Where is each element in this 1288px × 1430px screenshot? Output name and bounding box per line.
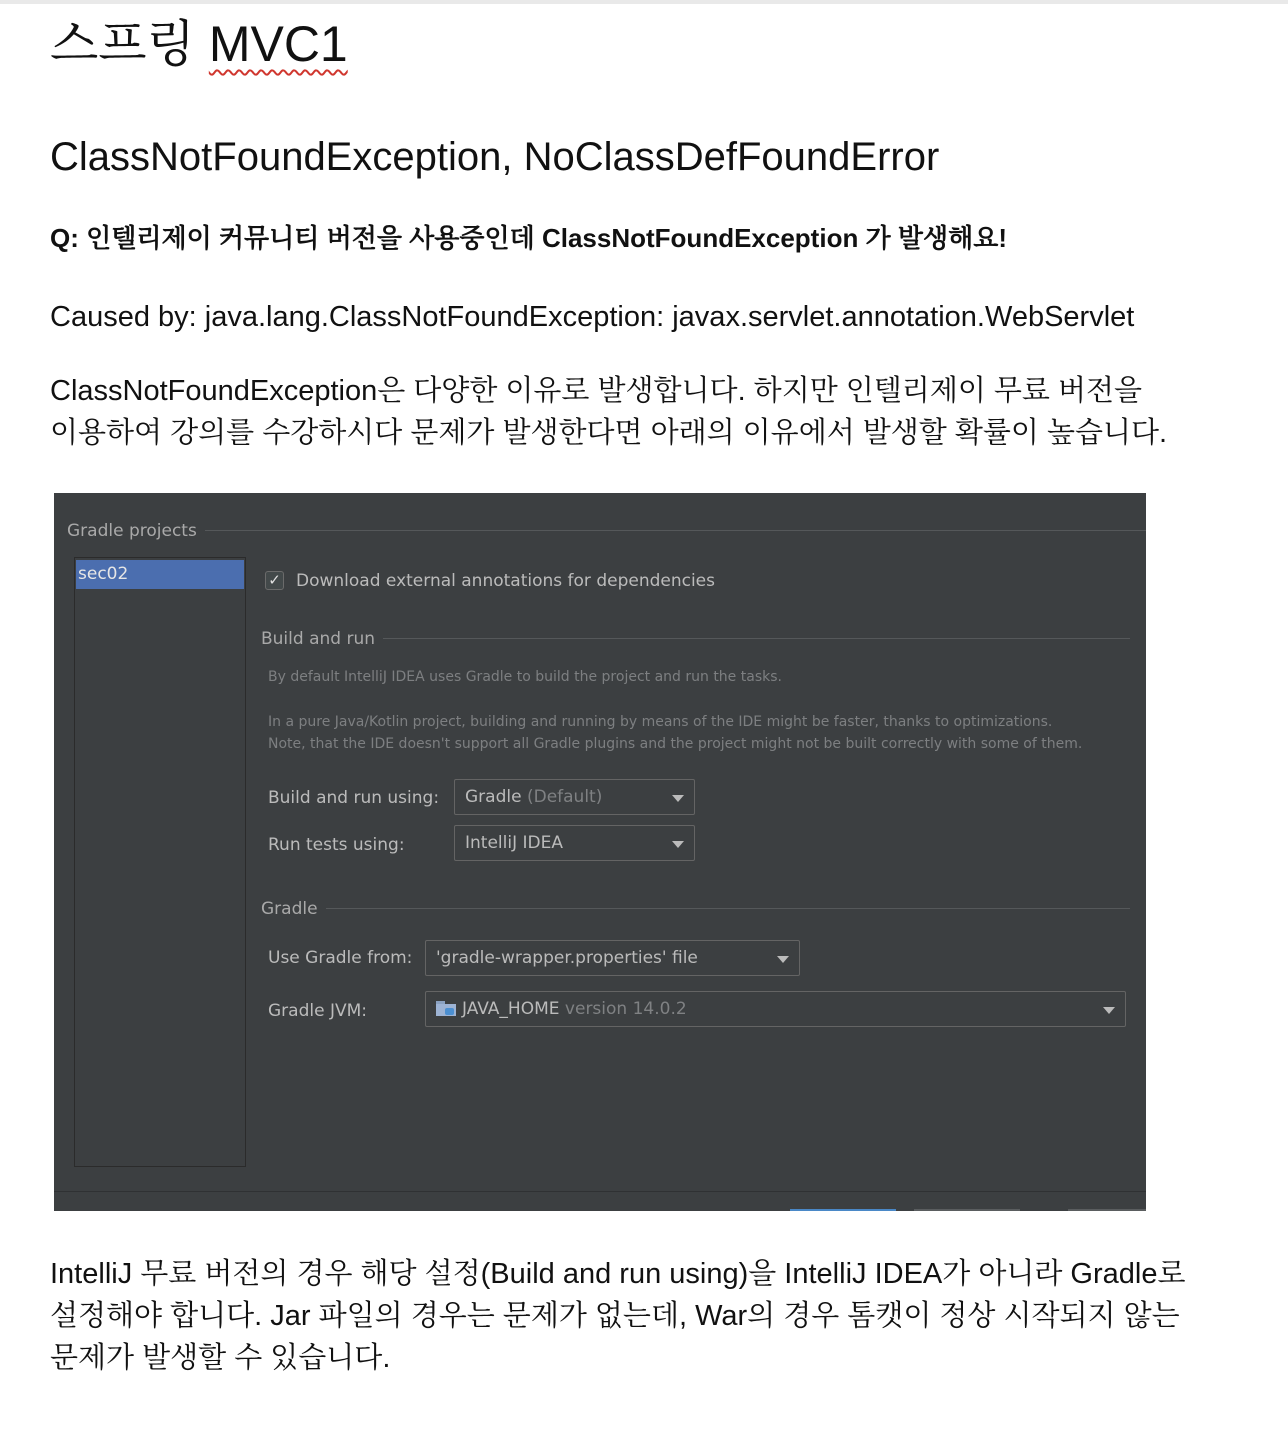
gradle-project-list[interactable] xyxy=(74,557,246,1167)
explanation-paragraph xyxy=(50,370,1250,454)
paragraph-line: ClassNotFoundException은 다양한 이유로 발생합니다. 하지만 인텔리제이 무료 버전을 xyxy=(50,375,1143,407)
apply-button-edge[interactable] xyxy=(1068,1209,1146,1211)
document-title xyxy=(50,14,348,74)
title-prefix: 스프링 xyxy=(50,16,195,72)
divider xyxy=(190,530,1146,531)
select-value: Gradle xyxy=(465,787,522,807)
gradle-section-label: Gradle xyxy=(261,899,326,919)
chevron-down-icon xyxy=(777,956,789,963)
run-tests-using-select[interactable] xyxy=(454,825,695,861)
download-annotations-label[interactable]: Download external annotations for dependencies xyxy=(296,571,715,591)
use-gradle-from-select[interactable] xyxy=(425,940,800,976)
solution-paragraph xyxy=(50,1253,1260,1379)
cancel-button-edge[interactable] xyxy=(914,1209,1020,1211)
select-value-version: version 14.0.2 xyxy=(564,999,687,1019)
ok-button-edge[interactable] xyxy=(790,1209,896,1211)
gradle-projects-label: Gradle projects xyxy=(67,521,205,541)
chevron-down-icon xyxy=(672,841,684,848)
caused-by-text: Caused by: java.lang.ClassNotFoundException: javax.servlet.annotation.WebServlet xyxy=(50,301,1135,333)
chevron-down-icon xyxy=(1103,1007,1115,1014)
build-and-run-section-label: Build and run xyxy=(261,629,383,649)
dialog-footer-divider xyxy=(54,1191,1146,1192)
paragraph-line: 문제가 발생할 수 있습니다. xyxy=(50,1342,391,1374)
select-value: IntelliJ IDEA xyxy=(465,833,563,853)
select-value: JAVA_HOME xyxy=(462,999,560,1019)
build-run-using-label: Build and run using: xyxy=(268,788,440,808)
build-run-description: Note, that the IDE doesn't support all Gradle plugins and the project might not be built correctly with some of them. xyxy=(268,736,1083,752)
paragraph-line: 이용하여 강의를 수강하시다 문제가 발생한다면 아래의 이유에서 발생할 확률이 높습니다. xyxy=(50,417,1168,449)
run-tests-using-label: Run tests using: xyxy=(268,835,405,855)
build-run-description: In a pure Java/Kotlin project, building and running by means of the IDE might be faster, thanks to optimizations. xyxy=(268,714,1053,730)
title-misspelled-word: MVC1 xyxy=(208,16,348,72)
build-run-using-select[interactable] xyxy=(454,779,695,815)
paragraph-line: IntelliJ 무료 버전의 경우 해당 설정(Build and run using)을 IntelliJ IDEA가 아니라 Gradle로 xyxy=(50,1258,1186,1290)
download-annotations-checkbox[interactable]: ✓ xyxy=(265,571,284,590)
use-gradle-from-label: Use Gradle from: xyxy=(268,948,413,968)
question-text: Q: 인텔리제이 커뮤니티 버전을 사용중인데 ClassNotFoundException 가 발생해요! xyxy=(50,223,1008,253)
top-divider xyxy=(0,0,1288,4)
divider xyxy=(322,908,1130,909)
paragraph-line: 설정해야 합니다. Jar 파일의 경우는 문제가 없는데, War의 경우 톰캣이 정상 시작되지 않는 xyxy=(50,1300,1180,1332)
gradle-jvm-select[interactable] xyxy=(425,991,1126,1027)
chevron-down-icon xyxy=(672,795,684,802)
project-item-sec02[interactable]: sec02 xyxy=(76,560,244,589)
ide-settings-screenshot xyxy=(54,493,1146,1211)
gradle-jvm-label: Gradle JVM: xyxy=(268,1001,367,1021)
section-title: ClassNotFoundException, NoClassDefFoundError xyxy=(50,135,940,179)
select-value: 'gradle-wrapper.properties' file xyxy=(436,948,698,968)
build-run-description: By default IntelliJ IDEA uses Gradle to build the project and run the tasks. xyxy=(268,669,782,685)
select-value-suffix: (Default) xyxy=(526,787,603,807)
folder-java-icon xyxy=(436,1001,456,1016)
divider xyxy=(382,638,1130,639)
